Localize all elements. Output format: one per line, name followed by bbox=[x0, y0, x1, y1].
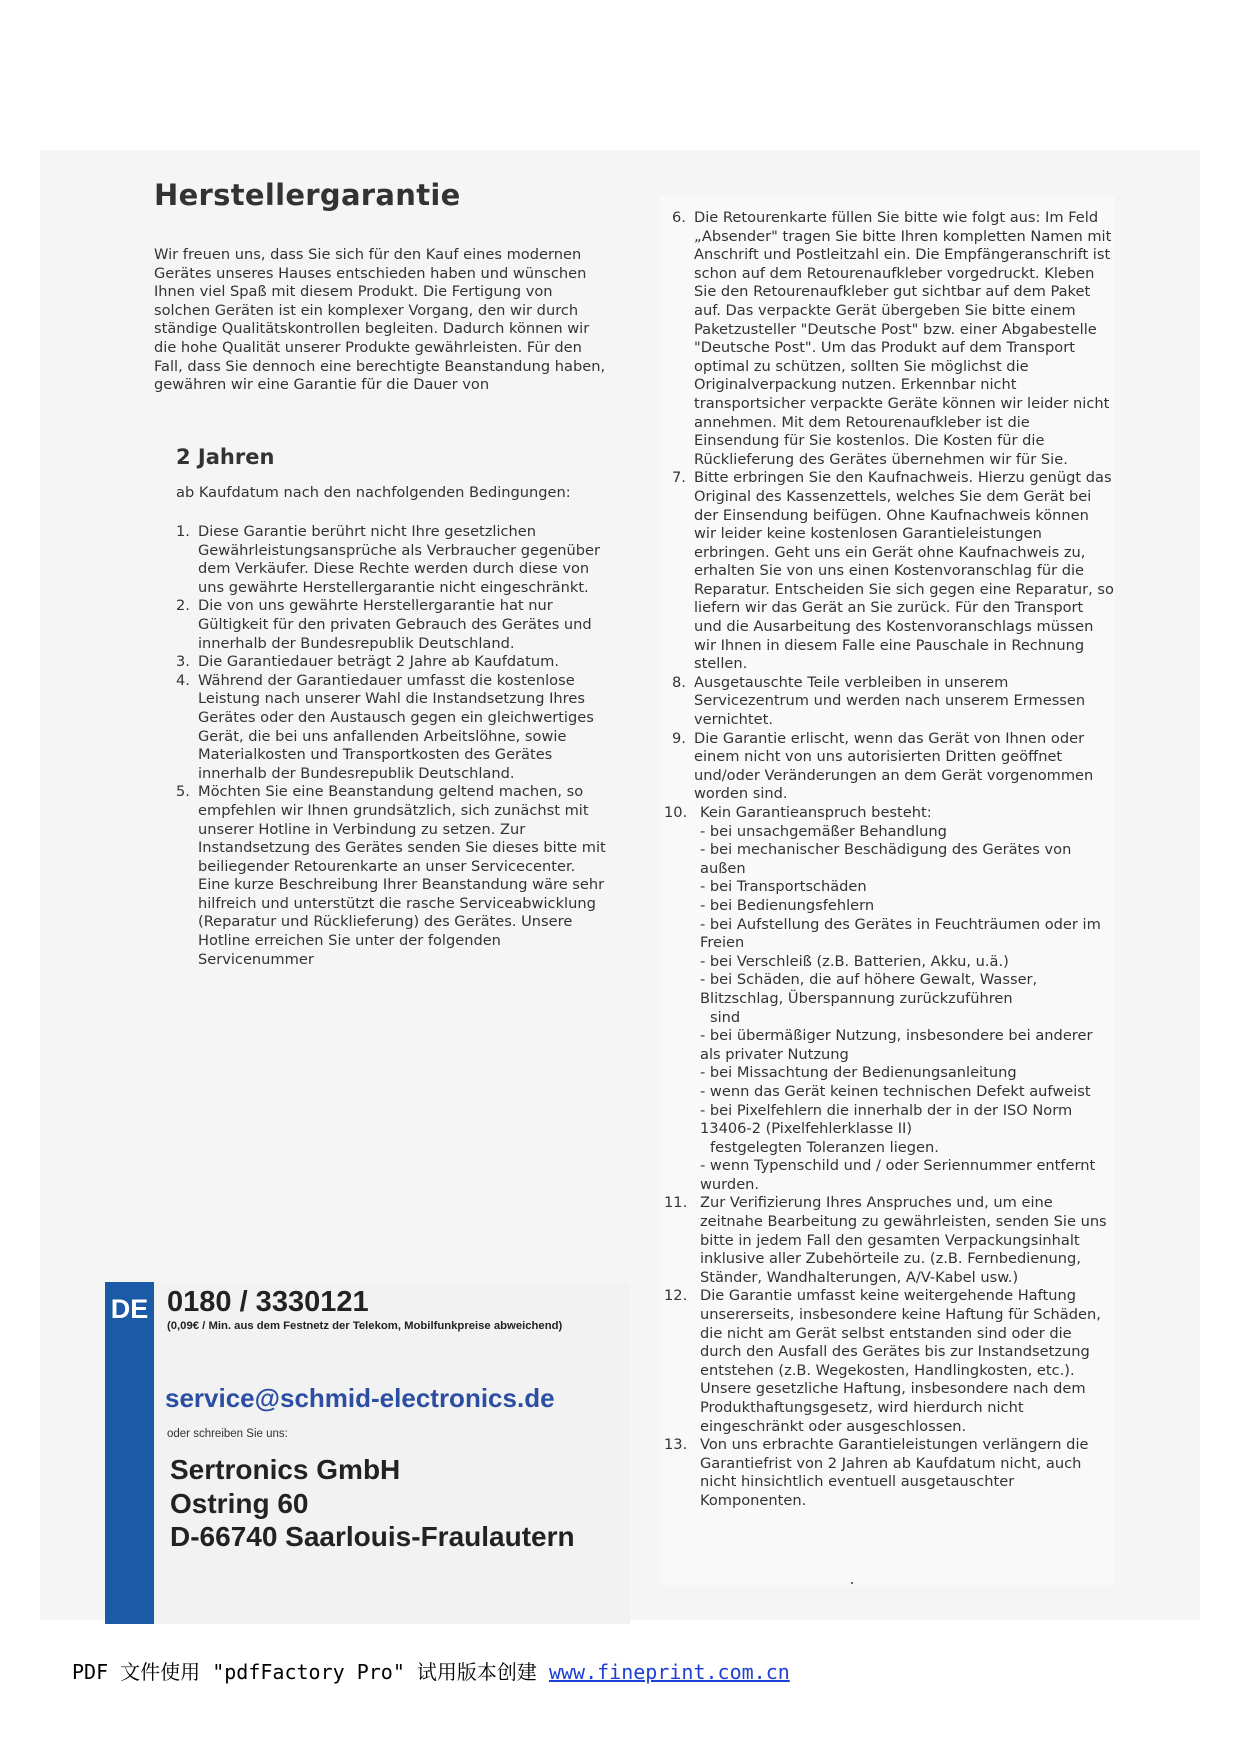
footer-link[interactable]: www.fineprint.com.cn bbox=[548, 1660, 790, 1684]
condition-item: 9. Die Garantie erlischt, wenn das Gerät von Ihnen oder einem nicht von uns autorisierten Dritten geöffnet und/oder Veränderungen an dem Gerät vorgenommen worden sind. bbox=[672, 729, 1094, 803]
condition-item: 6. Die Retourenkarte füllen Sie bitte wie folgt aus: Im Feld „Absender" tragen Sie bitte Ihren kompletten Namen mit Anschrift und Postleitzahl ein. Die Empfängeranschrift ist schon auf dem Retourenaufkleber vorgedruckt. Kleben Sie den Retourenaufkleber gut sichtbar auf dem Paket auf. Das verpackte Gerät übergeben Sie bitte einem Paketzusteller "Deutsche Post" bzw. einer Abgabestelle "Deutsche Post". Um das Produkt auf dem Transport optimal zu schützen, sollten Sie möglichst die Originalverpackung nutzen. Erkennbar nicht transportsicher verpackte Geräte können wir leider nicht annehmen. Mit dem Retourenaufkleber ist die Einsendung für Sie kostenlos. Die Kosten für die Rücklieferung des Gerätes übernehmen wir für Sie. bbox=[672, 209, 1112, 468]
exclusion-line: - bei übermäßiger Nutzung, insbesondere bei anderer als privater Nutzung bbox=[700, 1027, 1093, 1063]
condition-item: 11. Zur Verifizierung Ihres Anspruches und, um eine zeitnahe Bearbeitung zu gewährleisten, senden Sie uns bitte in jedem Fall den gesamten Verpackungsinhalt inklusive aller Zubehörteile zu. (z.B. Fernbedienung, Ständer, Wandhalterungen, A/V-Kabel usw.) bbox=[664, 1194, 1107, 1286]
exclusion-line: - bei unsachgemäßer Behandlung bbox=[700, 822, 947, 840]
exclusion-line: - wenn das Gerät keinen technischen Defekt aufweist bbox=[700, 1082, 1091, 1100]
condition-item: 8. Ausgetauschte Teile verbleiben in unserem Servicezentrum und werden nach unserem Ermessen vernichtet. bbox=[672, 673, 1086, 729]
condition-item: 3. Die Garantiedauer beträgt 2 Jahre ab Kaufdatum. bbox=[176, 653, 559, 671]
warranty-duration-heading: 2 Jahren bbox=[176, 445, 275, 469]
condition-item-exclusions: 10. Kein Garantieanspruch besteht: - bei unsachgemäßer Behandlung - bei mechanischer Beschädigung des Gerätes von außen - bei Transportschäden - bei Bedienungsfehlern - bei Aufstellung des Gerätes in Feuchträumen oder im Freien - bei Verschleiß (z.B. Batterien, Akku, u.ä.) - bei Schäden, die auf höhere Gewalt, Wasser, Blitzschlag, Überspannung zurückzuführen sind - bei übermäßiger Nutzung, insbesondere bei anderer als privater Nutzung - bei Missachtung der Bedienungsanleitung - wenn das Gerät keinen technischen Defekt aufweist - bei Pixelfehlern die innerhalb der in der ISO Norm 13406-2 (Pixelfehlerklasse II) festgelegten Toleranzen liegen. - wenn Typenschild und / oder Seriennummer entfernt wurden. bbox=[694, 804, 1114, 1194]
scan-dot bbox=[851, 1582, 853, 1584]
exclusion-line: festgelegten Toleranzen liegen. bbox=[710, 1138, 939, 1156]
exclusion-line: - bei Verschleiß (z.B. Batterien, Akku, u.ä.) bbox=[700, 952, 1009, 970]
pdf-footer bbox=[72, 1656, 790, 1685]
exclusion-line: - bei Transportschäden bbox=[700, 878, 867, 896]
company-city: D-66740 Saarlouis-Fraulautern bbox=[170, 1521, 575, 1552]
conditions-list-left bbox=[176, 523, 608, 969]
exclusion-line: - bei Bedienungsfehlern bbox=[700, 896, 875, 914]
page-title: Herstellergarantie bbox=[154, 178, 461, 212]
condition-item: 1. Diese Garantie berührt nicht Ihre gesetzlichen Gewährleistungsansprüche als Verbraucher gegenüber dem Verkäufer. Diese Rechte werden durch diese von uns gewährte Herstellergarantie nicht eingeschränkt. bbox=[176, 523, 601, 596]
condition-item: 4. Während der Garantiedauer umfasst die kostenlose Leistung nach unserer Wahl die Instandsetzung Ihres Gerätes oder den Austausch gegen ein gleichwertiges Gerät, die bei uns anfallenden Arbeitslöhne, sowie Materialkosten und Transportkosten des Gerätes innerhalb der Bundesrepublik Deutschland. bbox=[176, 671, 594, 782]
warranty-duration-subtitle: ab Kaufdatum nach den nachfolgenden Bedingungen: bbox=[176, 484, 571, 501]
exclusion-line: - bei Schäden, die auf höhere Gewalt, Wasser, Blitzschlag, Überspannung zurückzuführen bbox=[700, 971, 1038, 1007]
intro-paragraph: Wir freuen uns, dass Sie sich für den Kauf eines modernen Gerätes unseres Hauses entschieden haben und wünschen Ihnen viel Spaß mit diesem Produkt. Die Fertigung von solchen Geräten ist ein komplexer Vorgang, den wir durch ständige Qualitätskontrollen begleiten. Dadurch können wir die hohe Qualität unserer Produkte gewährleisten. Für den Fall, dass Sie dennoch eine berechtigte Beanstandung haben, gewähren wir eine Garantie für die Dauer von bbox=[154, 246, 606, 394]
condition-item: 5. Möchten Sie eine Beanstandung geltend machen, so empfehlen wir Ihnen grundsätzlich, sich zunächst mit unserer Hotline in Verbindung zu setzen. Zur Instandsetzung des Gerätes senden Sie dieses bitte mit beiliegender Retourenkarte an unser Servicecenter. Eine kurze Beschreibung Ihrer Beanstandung wäre sehr hilfreich und unterstützt die rasche Serviceabwicklung (Reparatur und Rücklieferung) des Gerätes. Unsere Hotline erreichen Sie unter der folgenden Servicenummer bbox=[176, 783, 606, 968]
hotline-price-note: (0,09€ / Min. aus dem Festnetz der Telekom, Mobilfunkpreise abweichend) bbox=[167, 1320, 563, 1332]
condition-item: 7. Bitte erbringen Sie den Kaufnachweis. Hierzu genügt das Original des Kassenzettels, welches Sie dem Gerät bei der Einsendung beifügen. Ohne Kaufnachweis können wir leider keine kostenlosen Garantieleistungen erbringen. Geht uns ein Gerät ohne Kaufnachweis zu, erhalten Sie von uns einen Kostenvoranschlag für die Reparatur. Entscheiden Sie sich gegen eine Reparatur, so liefern wir das Gerät an Sie zurück. Für den Transport und die Ausarbeitung des Kostenvoranschlags müssen wir Ihnen in diesem Falle eine Pauschale in Rechnung stellen. bbox=[672, 469, 1114, 673]
hotline-number[interactable]: 0180 / 3330121 bbox=[167, 1286, 369, 1318]
exclusions-heading: Kein Garantieanspruch besteht: bbox=[700, 804, 932, 821]
contact-box bbox=[105, 1282, 630, 1624]
exclusion-line: sind bbox=[710, 1008, 741, 1026]
exclusion-line: - wenn Typenschild und / oder Seriennummer entfernt wurden. bbox=[700, 1157, 1096, 1193]
write-us-label: oder schreiben Sie uns: bbox=[167, 1428, 288, 1440]
footer-text: PDF 文件使用 "pdfFactory Pro" 试用版本创建 bbox=[72, 1660, 549, 1684]
company-name: Sertronics GmbH bbox=[170, 1454, 401, 1485]
exclusion-line: - bei Pixelfehlern die innerhalb der in der ISO Norm 13406-2 (Pixelfehlerklasse II) bbox=[700, 1101, 1073, 1138]
condition-item: 13. Von uns erbrachte Garantieleistungen verlängern die Garantiefrist von 2 Jahren ab Kaufdatum nicht, auch nicht hinsichtlich eventuell ausgetauschter Komponenten. bbox=[664, 1436, 1089, 1509]
country-bar bbox=[105, 1282, 154, 1624]
service-email-link[interactable]: service@schmid-electronics.de bbox=[165, 1383, 555, 1413]
exclusion-line: - bei Missachtung der Bedienungsanleitung bbox=[700, 1064, 1017, 1082]
country-code: DE bbox=[110, 1294, 149, 1324]
condition-item: 2. Die von uns gewährte Herstellergarantie hat nur Gültigkeit für den privaten Gebrauch des Gerätes und innerhalb der Bundesrepublik Deutschland. bbox=[176, 597, 592, 652]
exclusion-line: - bei mechanischer Beschädigung des Gerätes von außen bbox=[700, 841, 1072, 877]
condition-item: 12. Die Garantie umfasst keine weitergehende Haftung unsererseits, insbesondere keine Haftung für Schäden, die nicht am Gerät selbst entstanden sind oder die durch den Ausfall des Gerätes bis zur Instandsetzung entstehen (z.B. Wegekosten, Handlingkosten, etc.). Unsere gesetzliche Haftung, insbesondere nach dem Produkthaftungsgesetz, wird hierdurch nicht eingeschränkt oder ausgeschlossen. bbox=[664, 1287, 1101, 1435]
conditions-list-right bbox=[664, 209, 1114, 1511]
exclusion-line: - bei Aufstellung des Gerätes in Feuchträumen oder im Freien bbox=[700, 915, 1101, 952]
company-street: Ostring 60 bbox=[170, 1488, 309, 1519]
